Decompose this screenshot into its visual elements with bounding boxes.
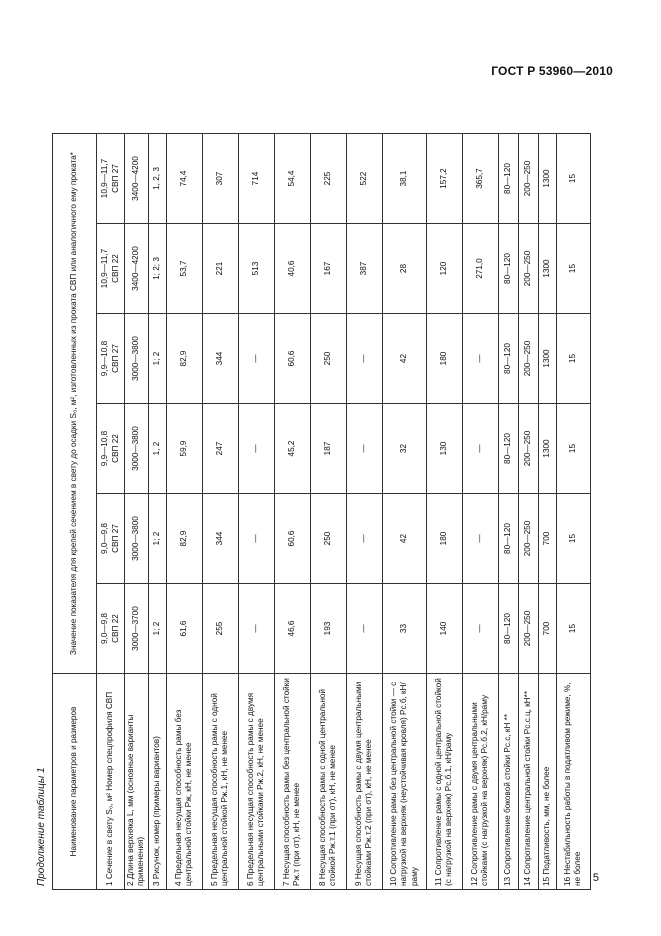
- value-cell: 344: [202, 494, 238, 584]
- column-header-cell: [97, 494, 125, 584]
- value-cell: 255: [202, 584, 238, 674]
- value-cell: 167: [310, 224, 346, 314]
- value-cell: 1300: [538, 134, 556, 224]
- value-cell: 522: [346, 134, 382, 224]
- value-cell: —: [238, 314, 274, 404]
- value-cell: 42: [382, 494, 426, 584]
- column-header-line: СВП 27: [110, 524, 120, 553]
- parameters-table: [52, 133, 591, 890]
- value-cell: 80—120: [498, 494, 518, 584]
- value-cell: 3000—3800: [125, 494, 149, 584]
- param-label: 14 Сопротивление центральной стойки Pс.с.ц, кН**: [518, 674, 538, 890]
- param-label: 12 Сопротивление рамы с двумя центральными стойками (с нагрузкой на верхняк) Pс.б.2, кН/раму: [462, 674, 498, 890]
- value-cell: —: [346, 404, 382, 494]
- column-header-line: 10,9—11,7: [100, 248, 110, 289]
- value-cell: 387: [346, 224, 382, 314]
- param-label: 7 Несущая способность рамы без центральной стойки Pж.т (при σт), кН, не менее: [274, 674, 310, 890]
- value-cell: 187: [310, 404, 346, 494]
- value-cell: 80—120: [498, 224, 518, 314]
- value-cell: 130: [426, 404, 462, 494]
- value-cell: 45,2: [274, 404, 310, 494]
- column-header-line: СВП 27: [110, 344, 120, 373]
- column-header-cell: [97, 584, 125, 674]
- value-cell: 46,6: [274, 584, 310, 674]
- value-cell: 365,7: [462, 134, 498, 224]
- column-header-line: СВП 22: [110, 254, 120, 283]
- param-label: 1 Сечение в свету S₀, м² Номер спецпрофиля СВП: [97, 674, 125, 890]
- table-row: [166, 134, 202, 890]
- value-cell: —: [346, 494, 382, 584]
- value-cell: 714: [238, 134, 274, 224]
- value-cell: 1300: [538, 224, 556, 314]
- value-cell: 60,6: [274, 494, 310, 584]
- param-label: 5 Предельная несущая способность рамы с одной центральной стойкой Pж.1, кН, не менее: [202, 674, 238, 890]
- value-cell: 200—250: [518, 584, 538, 674]
- value-cell: 3000—3800: [125, 314, 149, 404]
- value-cell: 344: [202, 314, 238, 404]
- value-cell: 157,2: [426, 134, 462, 224]
- value-cell: 80—120: [498, 404, 518, 494]
- table-row: [238, 134, 274, 890]
- value-cell: 1; 2; 3: [148, 224, 166, 314]
- param-label: 2 Длина верхняка L, мм (основные варианты применения): [125, 674, 149, 890]
- param-label: 10 Сопротивление рамы без центральной стойки — с нагрузкой на верхняк (неустойчивая кровля) Pс.б, кН/раму: [382, 674, 426, 890]
- param-label: 15 Податливость, мм, не более: [538, 674, 556, 890]
- column-header-line: СВП 22: [110, 434, 120, 463]
- value-cell: 307: [202, 134, 238, 224]
- table-row: [382, 134, 426, 890]
- value-cell: —: [462, 314, 498, 404]
- value-cell: 33: [382, 584, 426, 674]
- table-row: [125, 134, 149, 890]
- param-label: 8 Несущая способность рамы с одной центральной стойкой Pж.т.1 (при σт), кН, не менее: [310, 674, 346, 890]
- value-cell: 3400—4200: [125, 224, 149, 314]
- value-cell: —: [346, 584, 382, 674]
- value-cell: 32: [382, 404, 426, 494]
- table-row: [538, 134, 556, 890]
- table-row: [202, 134, 238, 890]
- value-cell: —: [462, 404, 498, 494]
- value-cell: 59,9: [166, 404, 202, 494]
- value-cell: 82,9: [166, 314, 202, 404]
- column-header-line: СВП 22: [110, 614, 120, 643]
- value-cell: 200—250: [518, 404, 538, 494]
- value-cell: —: [238, 584, 274, 674]
- table-row: [346, 134, 382, 890]
- param-label: 9 Несущая способность рамы с двумя центральными стойками Pж.т.2 (при σт), кН, не менее: [346, 674, 382, 890]
- value-cell: 1, 2, 3: [148, 134, 166, 224]
- page-number: 5: [592, 872, 599, 884]
- table-row: [556, 134, 590, 890]
- value-cell: 1; 2: [148, 494, 166, 584]
- value-cell: 15: [556, 404, 590, 494]
- table-row: [518, 134, 538, 890]
- value-cell: 200—250: [518, 494, 538, 584]
- value-cell: —: [238, 404, 274, 494]
- value-cell: 1, 2: [148, 404, 166, 494]
- table-row: [274, 134, 310, 890]
- table-row: [310, 134, 346, 890]
- param-label: 11 Сопротивление рамы с одной центральной стойкой (с нагрузкой на верхняк) Pс.б.1, кН/раму: [426, 674, 462, 890]
- value-cell: 15: [556, 584, 590, 674]
- value-cell: 180: [426, 314, 462, 404]
- value-cell: 193: [310, 584, 346, 674]
- standard-header: ГОСТ Р 53960—2010: [491, 64, 613, 78]
- value-cell: 271,0: [462, 224, 498, 314]
- column-header-line: 10,9—11,7: [100, 158, 110, 199]
- value-cell: 15: [556, 224, 590, 314]
- value-cell: 40,6: [274, 224, 310, 314]
- value-cell: 38,1: [382, 134, 426, 224]
- value-cell: 28: [382, 224, 426, 314]
- value-cell: 250: [310, 494, 346, 584]
- value-cell: 80—120: [498, 314, 518, 404]
- value-cell: 53,7: [166, 224, 202, 314]
- table-header-row: [53, 134, 97, 890]
- value-cell: 60,6: [274, 314, 310, 404]
- table-row: [148, 134, 166, 890]
- value-cell: 120: [426, 224, 462, 314]
- value-cell: 15: [556, 314, 590, 404]
- value-cell: 42: [382, 314, 426, 404]
- value-cell: 247: [202, 404, 238, 494]
- value-cell: 200—250: [518, 224, 538, 314]
- value-cell: 200—250: [518, 134, 538, 224]
- value-cell: 1; 2: [148, 584, 166, 674]
- table-row: [97, 134, 125, 890]
- value-cell: 140: [426, 584, 462, 674]
- value-cell: 200—250: [518, 314, 538, 404]
- value-cell: 80—120: [498, 584, 518, 674]
- value-cell: 74,4: [166, 134, 202, 224]
- value-cell: 3000—3800: [125, 404, 149, 494]
- column-header-cell: [97, 404, 125, 494]
- value-cell: —: [346, 314, 382, 404]
- value-cell: 250: [310, 314, 346, 404]
- param-label: 13 Сопротивление боковой стойки Pс.с, кН **: [498, 674, 518, 890]
- column-header-line: СВП 27: [110, 164, 120, 193]
- column-header-line: 9,9—10,8: [100, 430, 110, 467]
- value-cell: 61,6: [166, 584, 202, 674]
- column-header-line: 9,9—10,8: [100, 340, 110, 377]
- value-cell: 15: [556, 134, 590, 224]
- param-label: 4 Предельная несущая способность рамы без центральной стойки Pж, кН, не менее: [166, 674, 202, 890]
- value-cell: 80—120: [498, 134, 518, 224]
- value-cell: 82,9: [166, 494, 202, 584]
- value-cell: 180: [426, 494, 462, 584]
- value-cell: 15: [556, 494, 590, 584]
- value-cell: 225: [310, 134, 346, 224]
- value-cell: —: [462, 494, 498, 584]
- value-cell: 1300: [538, 404, 556, 494]
- value-cell: 700: [538, 584, 556, 674]
- value-cell: —: [238, 494, 274, 584]
- value-cell: 1; 2: [148, 314, 166, 404]
- table-caption: Продолжение таблицы 1: [36, 767, 47, 886]
- value-cell: 54,4: [274, 134, 310, 224]
- column-header-line: 9,0—9,8: [100, 613, 110, 644]
- value-cell: 513: [238, 224, 274, 314]
- param-label: 16 Нестабильность работы в податливом режиме, %, не более: [556, 674, 590, 890]
- rotated-table-area: [34, 90, 624, 890]
- column-header-cell: [97, 314, 125, 404]
- param-label: 3 Рисунок, номер (примеры вариантов): [148, 674, 166, 890]
- table-row: [498, 134, 518, 890]
- value-cell: 1300: [538, 314, 556, 404]
- value-cell: 3400—4200: [125, 134, 149, 224]
- value-cell: 3000—3700: [125, 584, 149, 674]
- values-column-header: Значение показателя для крепей сечением в свету до осадки S₀, м², изготовленных из проката СВП или аналогичного ему проката*: [53, 134, 97, 674]
- value-cell: 700: [538, 494, 556, 584]
- column-header-line: 9,0—9,8: [100, 523, 110, 554]
- table-row: [426, 134, 462, 890]
- param-column-header: Наименование параметров и размеров: [53, 674, 97, 890]
- column-header-cell: [97, 224, 125, 314]
- value-cell: 221: [202, 224, 238, 314]
- table-row: [462, 134, 498, 890]
- param-label: 6 Предельная несущая способность рамы с двумя центральными стойками Pж.2, кН, не менее: [238, 674, 274, 890]
- value-cell: —: [462, 584, 498, 674]
- column-header-cell: [97, 134, 125, 224]
